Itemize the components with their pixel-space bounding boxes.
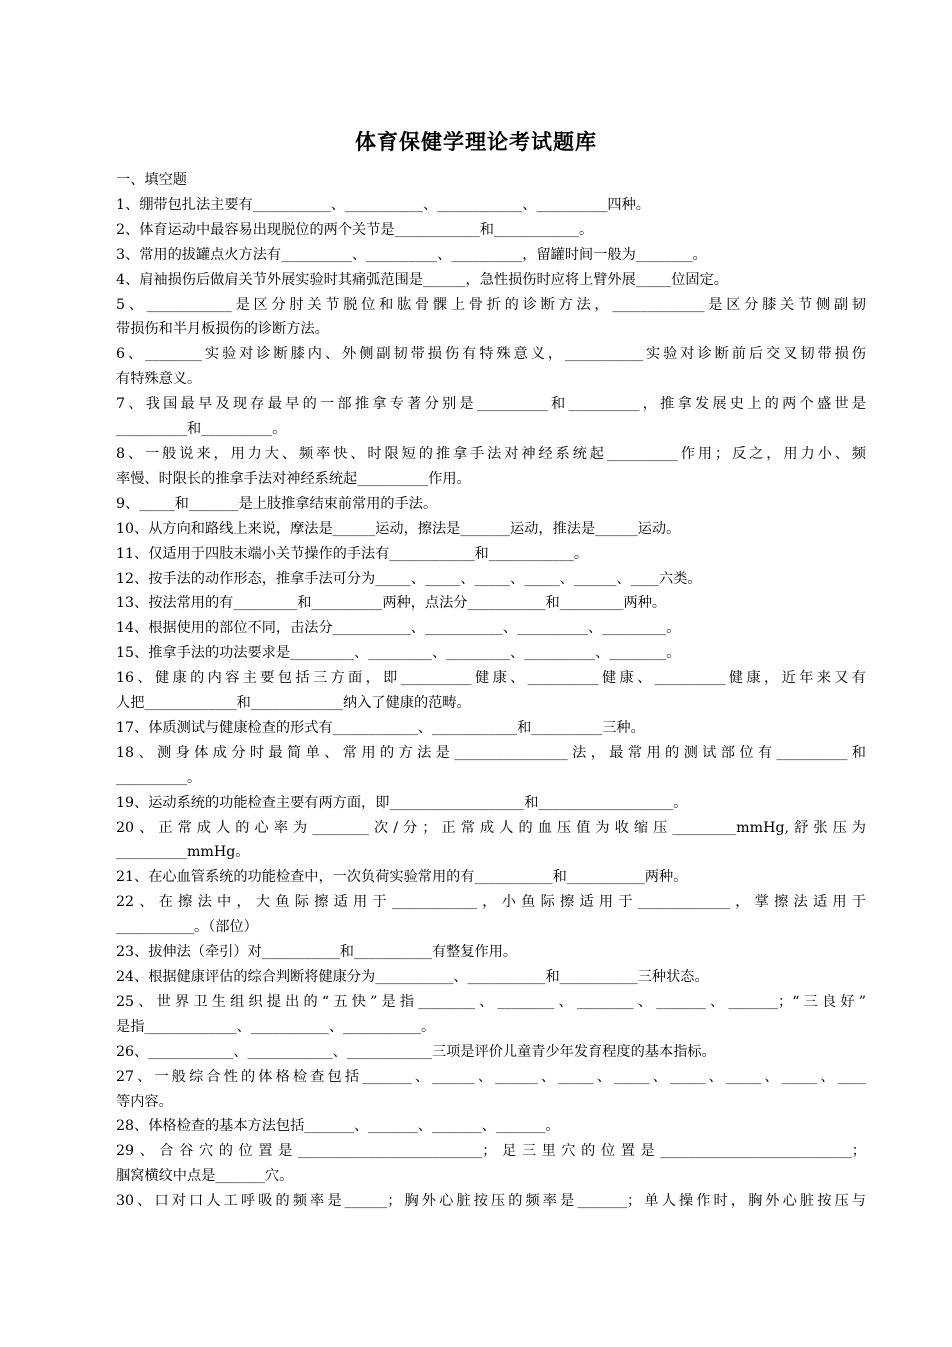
text-line: 4、肩袖损伤后做肩关节外展实验时其痛弧范围是______，急性损伤时应将上臂外展_____位固定。 bbox=[116, 271, 728, 288]
text-line: 23、拔伸法（牵引）对___________和___________有整复作用。 bbox=[116, 944, 518, 961]
text-line: 22、在擦法中，大鱼际擦适用于____________，小鱼际擦适用于_____________，掌擦法适用于 bbox=[116, 894, 866, 911]
text-line: 20、正常成人的心率为________次/分；正常成人的血压值为收缩压_________mmHg,舒张压为 bbox=[116, 819, 866, 836]
text-line: 11、仅适用于四肢末端小关节操作的手法有____________和____________。 bbox=[116, 545, 589, 562]
text-line: 6、________实验对诊断膝内、外侧副韧带损伤有特殊意义，___________实验对诊断前后交叉韧带损伤 bbox=[116, 346, 866, 363]
document-title: 体育保健学理论考试题库 bbox=[355, 129, 597, 154]
text-line: 带损伤和半月板损伤的诊断方法。 bbox=[116, 321, 329, 338]
text-line: 12、按手法的动作形态，推拿手法可分为_____、_____、_____、_____、______、____六类。 bbox=[116, 570, 702, 587]
text-line: 14、根据使用的部位不同，击法分___________、___________、__________、_________。 bbox=[116, 620, 681, 637]
text-line: 16、健康的内容主要包括三方面，即__________健康、__________健康、__________健康，近年来又有 bbox=[116, 670, 866, 687]
text-line: 人把_____________和_____________纳入了健康的范畴。 bbox=[116, 695, 471, 712]
text-line: 2、体育运动中最容易出现脱位的两个关节是____________和____________。 bbox=[116, 221, 594, 238]
text-line: 1、绷带包扎法主要有___________、___________、____________、__________四种。 bbox=[116, 196, 650, 213]
text-line: 3、常用的拔罐点火方法有__________、__________、__________，留罐时间一般为________。 bbox=[116, 246, 707, 263]
text-line: 24、根据健康评估的综合判断将健康分为___________、___________和___________三种状态。 bbox=[116, 969, 709, 985]
text-line: 率慢、时限长的推拿手法对神经系统起__________作用。 bbox=[116, 470, 471, 487]
text-line: 15、推拿手法的功法要求是_________、_________、_________、__________、________。 bbox=[116, 645, 681, 662]
text-line: 一、填空题 bbox=[116, 172, 187, 188]
text-line: 5、____________是区分肘关节脱位和肱骨髁上骨折的诊断方法，_____________是区分膝关节侧副韧 bbox=[116, 296, 866, 313]
text-line: 7、我国最早及现存最早的一部推拿专著分别是__________和__________，推拿发展史上的两个盛世是 bbox=[116, 396, 866, 413]
text-line: 13、按法常用的有_________和__________两种，点法分___________和_________两种。 bbox=[116, 595, 667, 612]
text-line: 9、_____和_______是上肢推拿结束前常用的手法。 bbox=[116, 495, 438, 512]
text-line: __________。 bbox=[116, 769, 202, 786]
text-line: __________mmHg。 bbox=[116, 844, 250, 861]
text-line: 18、测身体成分时最简单、常用的方法是________________法，最常用的测试部位有__________和 bbox=[116, 744, 866, 761]
question-list bbox=[116, 168, 866, 1214]
text-line: 30、口对口人工呼吸的频率是______；胸外心脏按压的频率是_______；单人操作时，胸外心脏按压与 bbox=[116, 1193, 866, 1210]
text-line: 17、体质测试与健康检查的形式有____________、____________和__________三种。 bbox=[116, 719, 645, 736]
text-line: ___________。（部位） bbox=[116, 919, 258, 936]
text-line: 28、体格检查的基本方法包括_______、_______、_______、_______。 bbox=[116, 1118, 560, 1135]
text-line: 25、世界卫生组织提出的“五快”是指________、________、________、_______、_______；“三良好” bbox=[116, 993, 866, 1010]
text-line: 是指_____________、___________、___________。 bbox=[116, 1018, 436, 1035]
text-line: 10、从方向和路线上来说，摩法是______运动，擦法是_______运动，推法是______运动。 bbox=[116, 520, 681, 537]
text-line: 腘窝横纹中点是_______穴。 bbox=[116, 1168, 294, 1185]
text-line: 8、一般说来，用力大、频率快、时限短的推拿手法对神经系统起__________作用；反之，用力小、频 bbox=[116, 445, 866, 462]
text-line: __________和__________。 bbox=[116, 421, 287, 438]
text-line: 19、运动系统的功能检查主要有两方面，即___________________和___________________。 bbox=[116, 794, 688, 811]
text-line: 29、合谷穴的位置是__________________________；足三里穴的位置是___________________________； bbox=[116, 1143, 866, 1160]
text-line: 有特殊意义。 bbox=[116, 371, 202, 388]
text-line: 等内容。 bbox=[116, 1093, 173, 1110]
text-line: 21、在心血管系统的功能检查中，一次负荷实验常用的有___________和___________两种。 bbox=[116, 869, 688, 886]
text-line: 26、____________、____________、____________三项是评价儿童青少年发育程度的基本指标。 bbox=[116, 1043, 716, 1060]
text-line: 27、一般综合性的体格检查包括_______、______、______、_____、_____、_____、_____、_____、____ bbox=[116, 1068, 866, 1085]
